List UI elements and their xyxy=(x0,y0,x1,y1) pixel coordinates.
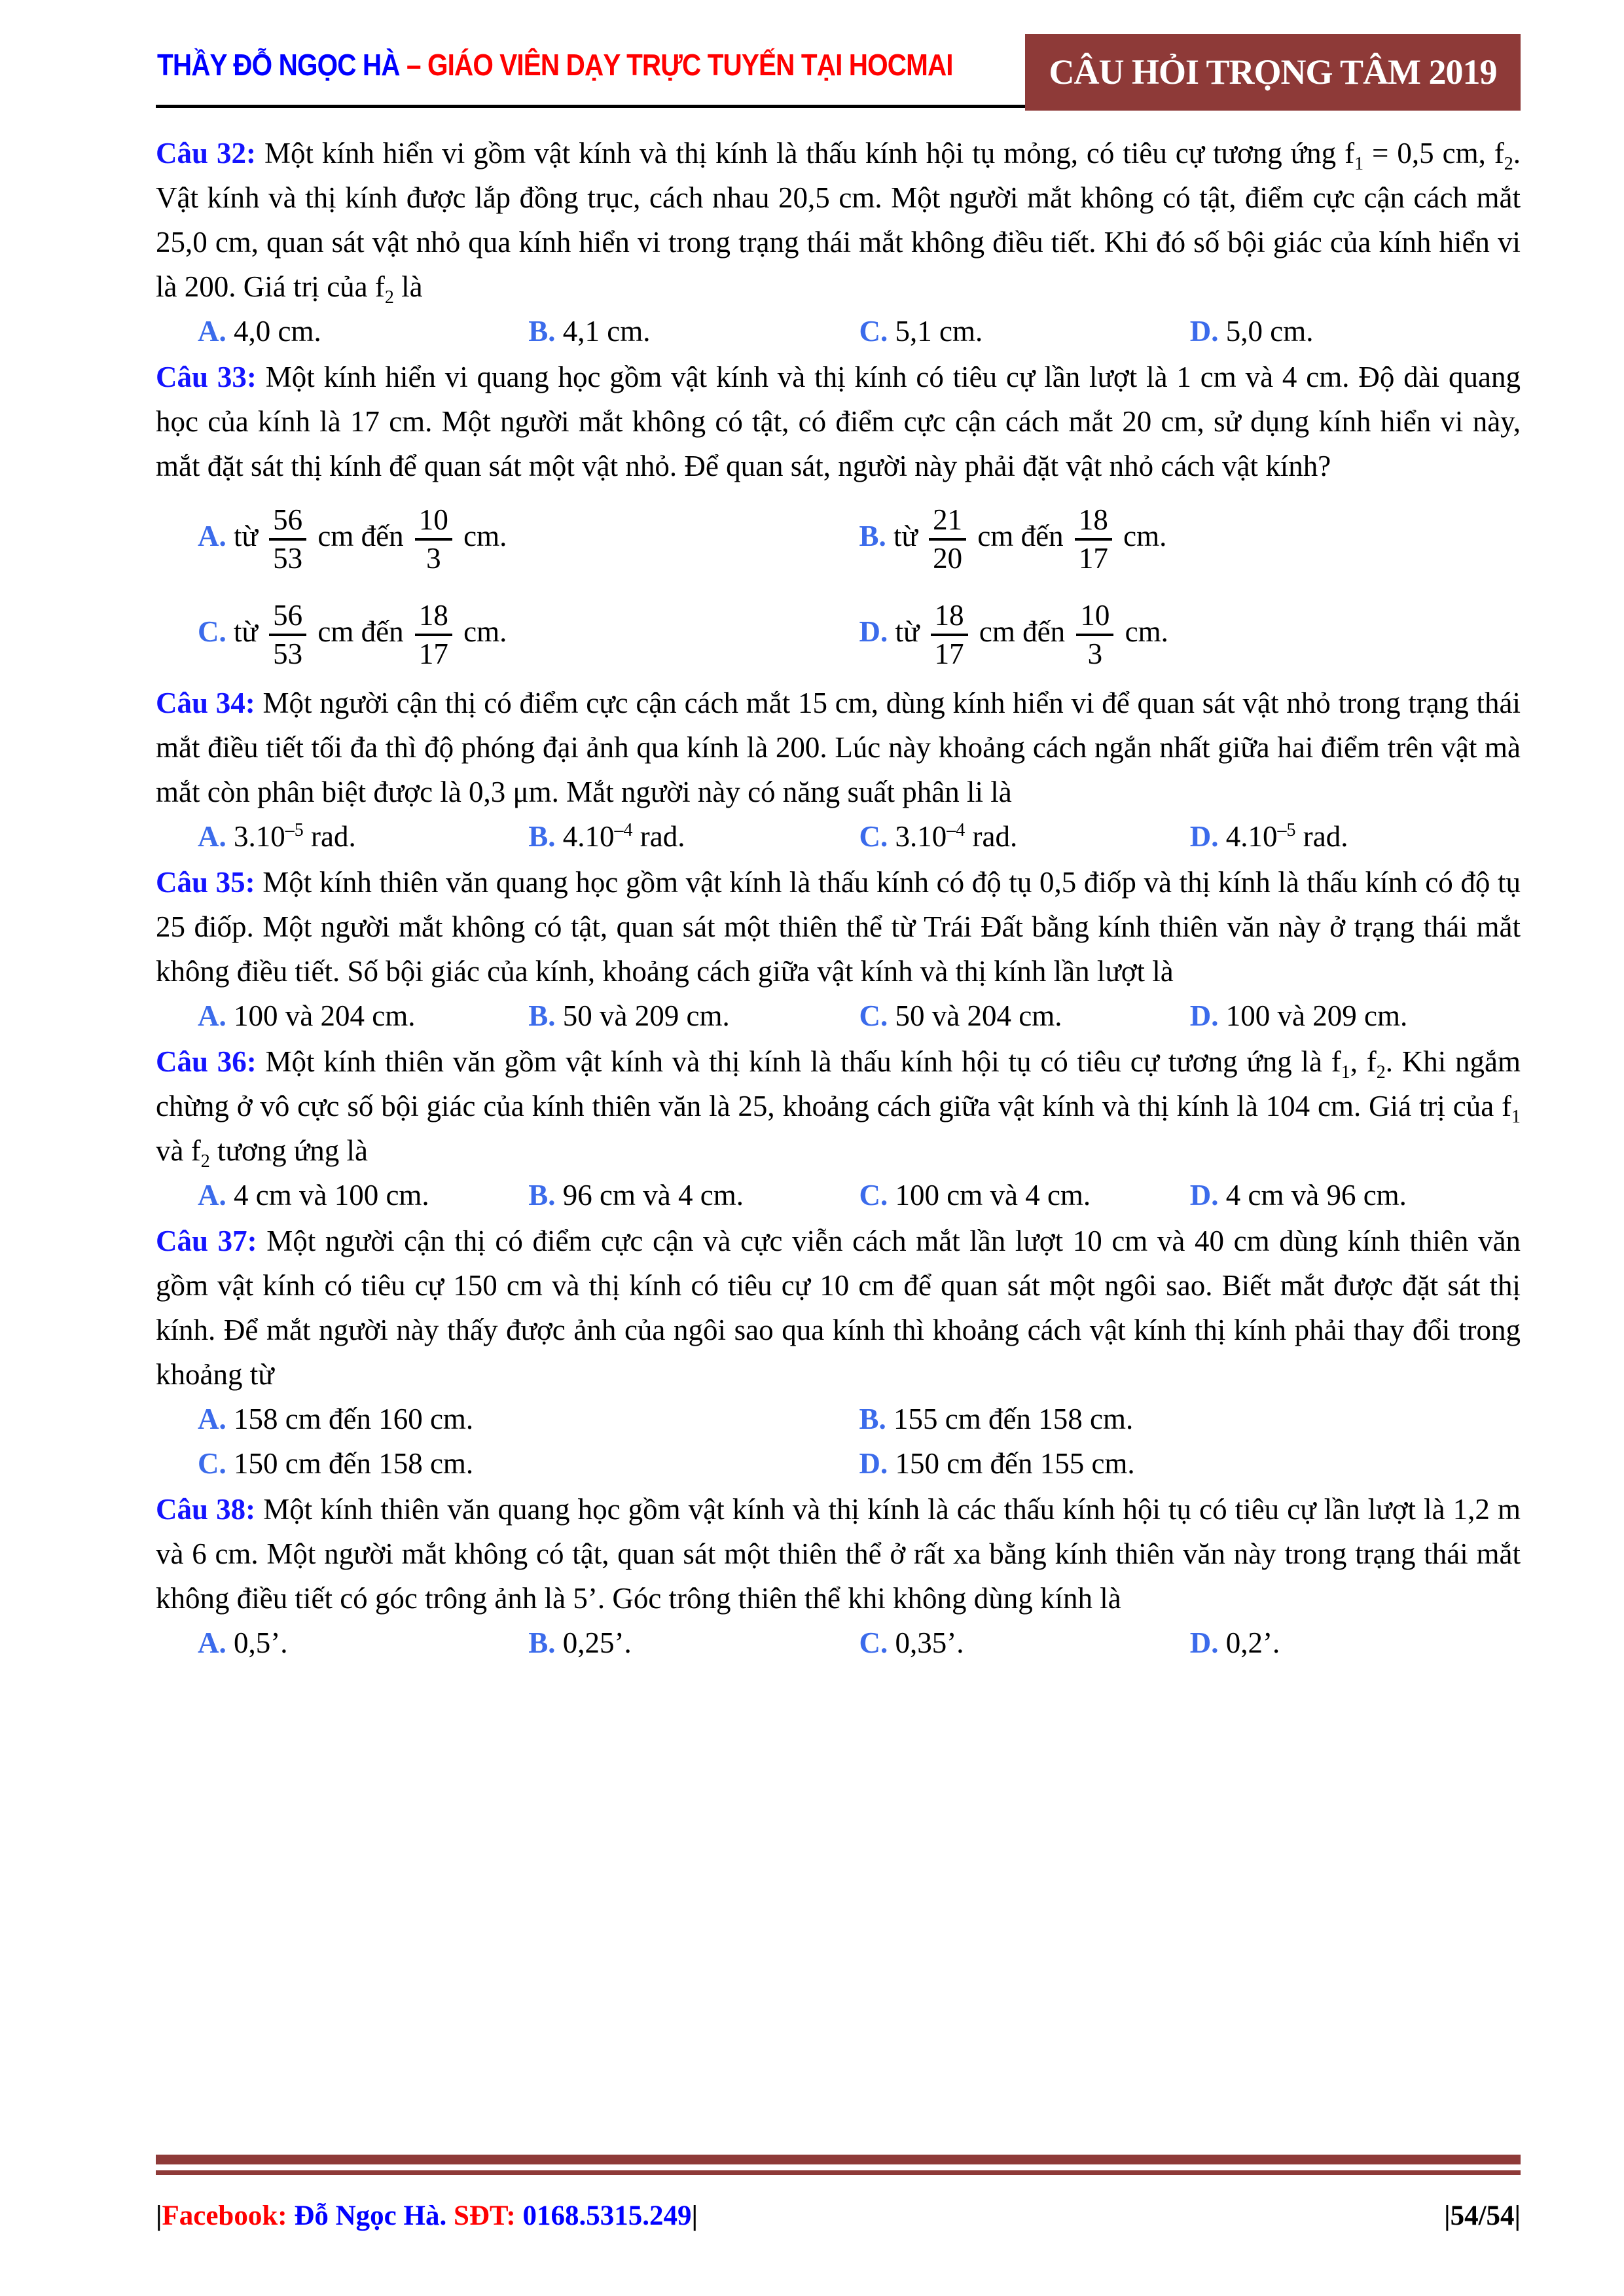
footer-rule-thin xyxy=(156,2170,1521,2175)
option-letter-32A: A. xyxy=(198,315,234,348)
question-text-38: Câu 38: Một kính thiên văn quang học gồm vật kính và thị kính là các thấu kính hội tụ có tiêu cự lần lượt là 1,2 m và 6 cm. Một người mắt không có tật, quan sát một thiên thể ở rất xa bằng kính thiên văn này trong trạng thái mắt không điều tiết có góc trông ảnh là 5’. Góc trông thiên thể khi không dùng kính là xyxy=(156,1493,1521,1615)
footer-name: Đỗ Ngọc Hà. xyxy=(287,2200,454,2231)
superscript: –5 xyxy=(285,820,304,840)
question-label-34: Câu 34: xyxy=(156,687,263,719)
question-text-35: Câu 35: Một kính thiên văn quang học gồm vật kính là thấu kính có độ tụ 0,5 điốp và thị kính là thấu kính có độ tụ 25 điốp. Một người mắt không có tật, quan sát một thiên thể từ Trái Đất bằng kính thiên văn này ở trạng thái mắt không điều tiết. Số bội giác của kính, khoảng cách giữa vật kính và thị kính lần lượt là xyxy=(156,866,1521,988)
subscript: 1 xyxy=(1511,1107,1521,1127)
question-label-33: Câu 33: xyxy=(156,361,266,393)
option-letter-38A: A. xyxy=(198,1626,234,1659)
option-letter-38C: C. xyxy=(859,1626,895,1659)
fraction-denominator: 17 xyxy=(418,637,448,670)
option-letter-35D: D. xyxy=(1189,999,1226,1032)
footer-rule-thick xyxy=(156,2155,1521,2164)
option-34C: C. $3.10^{-4}$ rad. xyxy=(859,820,1018,853)
option-letter-36D: D. xyxy=(1189,1179,1226,1211)
options-row-32 xyxy=(156,309,1521,353)
subscript: 2 xyxy=(384,287,394,308)
fraction xyxy=(931,599,968,670)
option-35D: D. 100 và 209 cm. xyxy=(1189,999,1408,1032)
fraction-numerator: 56 xyxy=(269,599,306,636)
fraction-denominator: 17 xyxy=(1078,541,1108,575)
option-letter-35A: A. xyxy=(198,999,234,1032)
option-letter-33C: C. xyxy=(198,615,234,648)
questions xyxy=(156,131,1521,1665)
option-35C: C. 50 và 204 cm. xyxy=(859,999,1062,1032)
footer-facebook-label: Facebook: xyxy=(162,2200,287,2231)
option-38A: A. 0,5’. xyxy=(198,1626,288,1659)
option-letter-33B: B. xyxy=(859,520,894,552)
option-35A: A. 100 và 204 cm. xyxy=(198,999,416,1032)
question-text-32: Câu 32: Một kính hiển vi gồm vật kính và thị kính là thấu kính hội tụ mỏng, có tiêu cự tương ứng $f_1 = 0,5$ cm, $f_2$. Vật kính và thị kính được lắp đồng trục, cách nhau 20,5 cm. Một người mắt không có tật, điểm cực cận cách mắt 25,0 cm, quan sát vật nhỏ qua kính hiển vi trong trạng thái mắt không điều tiết. Khi đó số bội giác của kính hiển vi là 200. Giá trị của $f_2$ là xyxy=(156,137,1521,308)
question-36 xyxy=(156,1039,1521,1217)
footer-close-pipe: | xyxy=(691,2200,698,2231)
options-row-36 xyxy=(156,1173,1521,1217)
option-36B: B. 96 cm và 4 cm. xyxy=(528,1179,744,1211)
options-row-38 xyxy=(156,1621,1521,1665)
option-letter-32D: D. xyxy=(1189,315,1226,348)
fraction-numerator: 56 xyxy=(269,503,306,540)
option-36D: D. 4 cm và 96 cm. xyxy=(1189,1179,1407,1211)
option-letter-37C: C. xyxy=(198,1447,234,1480)
fraction-numerator: 10 xyxy=(1076,599,1113,636)
question-label-37: Câu 37: xyxy=(156,1225,267,1257)
question-35 xyxy=(156,860,1521,1038)
option-36A: A. 4 cm và 100 cm. xyxy=(198,1179,429,1211)
option-letter-35B: B. xyxy=(528,999,563,1032)
option-32D: D. 5,0 cm. xyxy=(1189,315,1314,348)
fraction xyxy=(415,503,452,575)
fraction-numerator: 18 xyxy=(1075,503,1112,540)
options-row-37 xyxy=(156,1397,1521,1486)
fraction xyxy=(269,503,306,575)
fraction-denominator: 53 xyxy=(273,541,303,575)
question-34 xyxy=(156,681,1521,859)
option-38B: B. 0,25’. xyxy=(528,1626,632,1659)
superscript: –5 xyxy=(1277,820,1296,840)
fraction xyxy=(929,503,966,575)
header-badge: CÂU HỎI TRỌNG TÂM 2019 xyxy=(1025,34,1521,111)
option-37B: B. 155 cm đến 158 cm. xyxy=(859,1403,1134,1435)
subscript: 2 xyxy=(200,1151,210,1172)
option-33A: A. từ $\frac{56}{53}$ cm đến $\frac{10}{3}$ cm. xyxy=(198,503,507,575)
teacher-name: THẦY ĐỖ NGỌC HÀ xyxy=(157,48,406,82)
fraction-denominator: 3 xyxy=(426,541,441,575)
subscript: 2 xyxy=(1376,1062,1386,1083)
options-row-33 xyxy=(156,488,1521,679)
fraction-denominator: 53 xyxy=(273,637,303,670)
fraction-numerator: 18 xyxy=(415,599,452,636)
option-letter-33A: A. xyxy=(198,520,234,552)
fraction xyxy=(1075,503,1112,575)
subscript: 1 xyxy=(1341,1062,1350,1083)
question-label-32: Câu 32: xyxy=(156,137,264,170)
document-page xyxy=(156,0,1521,2296)
question-33 xyxy=(156,355,1521,679)
fraction-denominator: 3 xyxy=(1087,637,1103,670)
option-letter-32B: B. xyxy=(528,315,563,348)
option-35B: B. 50 và 209 cm. xyxy=(528,999,730,1032)
option-letter-33D: D. xyxy=(859,615,895,648)
option-letter-36A: A. xyxy=(198,1179,234,1211)
fraction xyxy=(1076,599,1113,670)
question-37 xyxy=(156,1219,1521,1486)
question-38 xyxy=(156,1487,1521,1665)
superscript: –4 xyxy=(947,820,965,840)
option-38C: C. 0,35’. xyxy=(859,1626,964,1659)
teacher-subtitle: – GIÁO VIÊN DẠY TRỰC TUYẾN TẠI HOCMAI xyxy=(406,48,953,82)
header-title xyxy=(157,50,953,80)
option-38D: D. 0,2’. xyxy=(1189,1626,1280,1659)
fraction-numerator: 18 xyxy=(931,599,968,636)
options-row-35 xyxy=(156,994,1521,1038)
option-37D: D. 150 cm đến 155 cm. xyxy=(859,1447,1135,1480)
page-header xyxy=(156,0,1521,113)
fraction-denominator: 20 xyxy=(933,541,963,575)
fraction-numerator: 21 xyxy=(929,503,966,540)
option-letter-37A: A. xyxy=(198,1403,234,1435)
options-row-34 xyxy=(156,814,1521,859)
option-letter-34B: B. xyxy=(528,820,563,853)
question-text-37: Câu 37: Một người cận thị có điểm cực cận và cực viễn cách mắt lần lượt 10 cm và 40 cm dùng kính thiên văn gồm vật kính có tiêu cự 150 cm và thị kính có tiêu cự 10 cm để quan sát một ngôi sao. Biết mắt được đặt sát thị kính. Để mắt người này thấy được ảnh của ngôi sao qua kính thì khoảng cách vật kính thị kính phải thay đổi trong khoảng từ xyxy=(156,1225,1521,1391)
option-36C: C. 100 cm và 4 cm. xyxy=(859,1179,1091,1211)
footer-phone: 0168.5315.249 xyxy=(515,2200,692,2231)
option-37C: C. 150 cm đến 158 cm. xyxy=(198,1447,474,1480)
option-letter-32C: C. xyxy=(859,315,895,348)
question-label-36: Câu 36: xyxy=(156,1045,266,1078)
question-32 xyxy=(156,131,1521,353)
option-letter-34D: D. xyxy=(1189,820,1226,853)
option-letter-34A: A. xyxy=(198,820,234,853)
option-32B: B. 4,1 cm. xyxy=(528,315,651,348)
option-letter-35C: C. xyxy=(859,999,895,1032)
question-label-35: Câu 35: xyxy=(156,866,263,899)
option-34B: B. $4.10^{-4}$ rad. xyxy=(528,820,685,853)
fraction-denominator: 17 xyxy=(934,637,964,670)
superscript: –4 xyxy=(614,820,633,840)
option-letter-37B: B. xyxy=(859,1403,894,1435)
footer-phone-label: SĐT: xyxy=(453,2200,516,2231)
page-footer xyxy=(156,2199,1521,2233)
fraction-numerator: 10 xyxy=(415,503,452,540)
option-33C: C. từ $\frac{56}{53}$ cm đến $\frac{18}{17}$ cm. xyxy=(198,599,507,670)
footer-contact xyxy=(156,2199,698,2233)
question-label-38: Câu 38: xyxy=(156,1493,264,1526)
footer-open-pipe: | xyxy=(156,2200,162,2231)
option-letter-38B: B. xyxy=(528,1626,563,1659)
option-letter-36B: B. xyxy=(528,1179,563,1211)
option-33D: D. từ $\frac{18}{17}$ cm đến $\frac{10}{3}$ cm. xyxy=(859,599,1168,670)
option-37A: A. 158 cm đến 160 cm. xyxy=(198,1403,474,1435)
option-32C: C. 5,1 cm. xyxy=(859,315,983,348)
option-33B: B. từ $\frac{21}{20}$ cm đến $\frac{18}{17}$ cm. xyxy=(859,503,1167,575)
question-text-36: Câu 36: Một kính thiên văn gồm vật kính và thị kính là thấu kính hội tụ có tiêu cự tương ứng là $f_1$, $f_2$. Khi ngắm chừng ở vô cực số bội giác của kính thiên văn là 25, khoảng cách giữa vật kính và thị kính là 104 cm. Giá trị của $f_1$ và $f_2$ tương ứng là xyxy=(156,1045,1521,1172)
subscript: 1 xyxy=(1354,154,1364,174)
option-34A: A. $3.10^{-5}$ rad. xyxy=(198,820,356,853)
fraction xyxy=(269,599,306,670)
option-32A: A. 4,0 cm. xyxy=(198,315,321,348)
option-letter-38D: D. xyxy=(1189,1626,1226,1659)
fraction xyxy=(415,599,452,670)
option-34D: D. $4.10^{-5}$ rad. xyxy=(1189,820,1348,853)
option-letter-34C: C. xyxy=(859,820,895,853)
footer-page-indicator: |54/54| xyxy=(1444,2200,1521,2231)
option-letter-37D: D. xyxy=(859,1447,895,1480)
question-text-33: Câu 33: Một kính hiển vi quang học gồm vật kính và thị kính có tiêu cự lần lượt là 1 cm và 4 cm. Độ dài quang học của kính là 17 cm. Một người mắt không có tật, có điểm cực cận cách mắt 20 cm, sử dụng kính hiển vi này, mắt đặt sát thị kính để quan sát một vật nhỏ. Để quan sát, người này phải đặt vật nhỏ cách vật kính? xyxy=(156,361,1521,482)
option-letter-36C: C. xyxy=(859,1179,895,1211)
subscript: 2 xyxy=(1504,154,1513,174)
question-text-34: Câu 34: Một người cận thị có điểm cực cận cách mắt 15 cm, dùng kính hiển vi để quan sát vật nhỏ trong trạng thái mắt điều tiết tối đa thì độ phóng đại ảnh qua kính là 200. Lúc này khoảng cách ngắn nhất giữa hai điểm trên vật mà mắt còn phân biệt được là 0,3 μm. Mắt người này có năng suất phân li là xyxy=(156,687,1521,808)
